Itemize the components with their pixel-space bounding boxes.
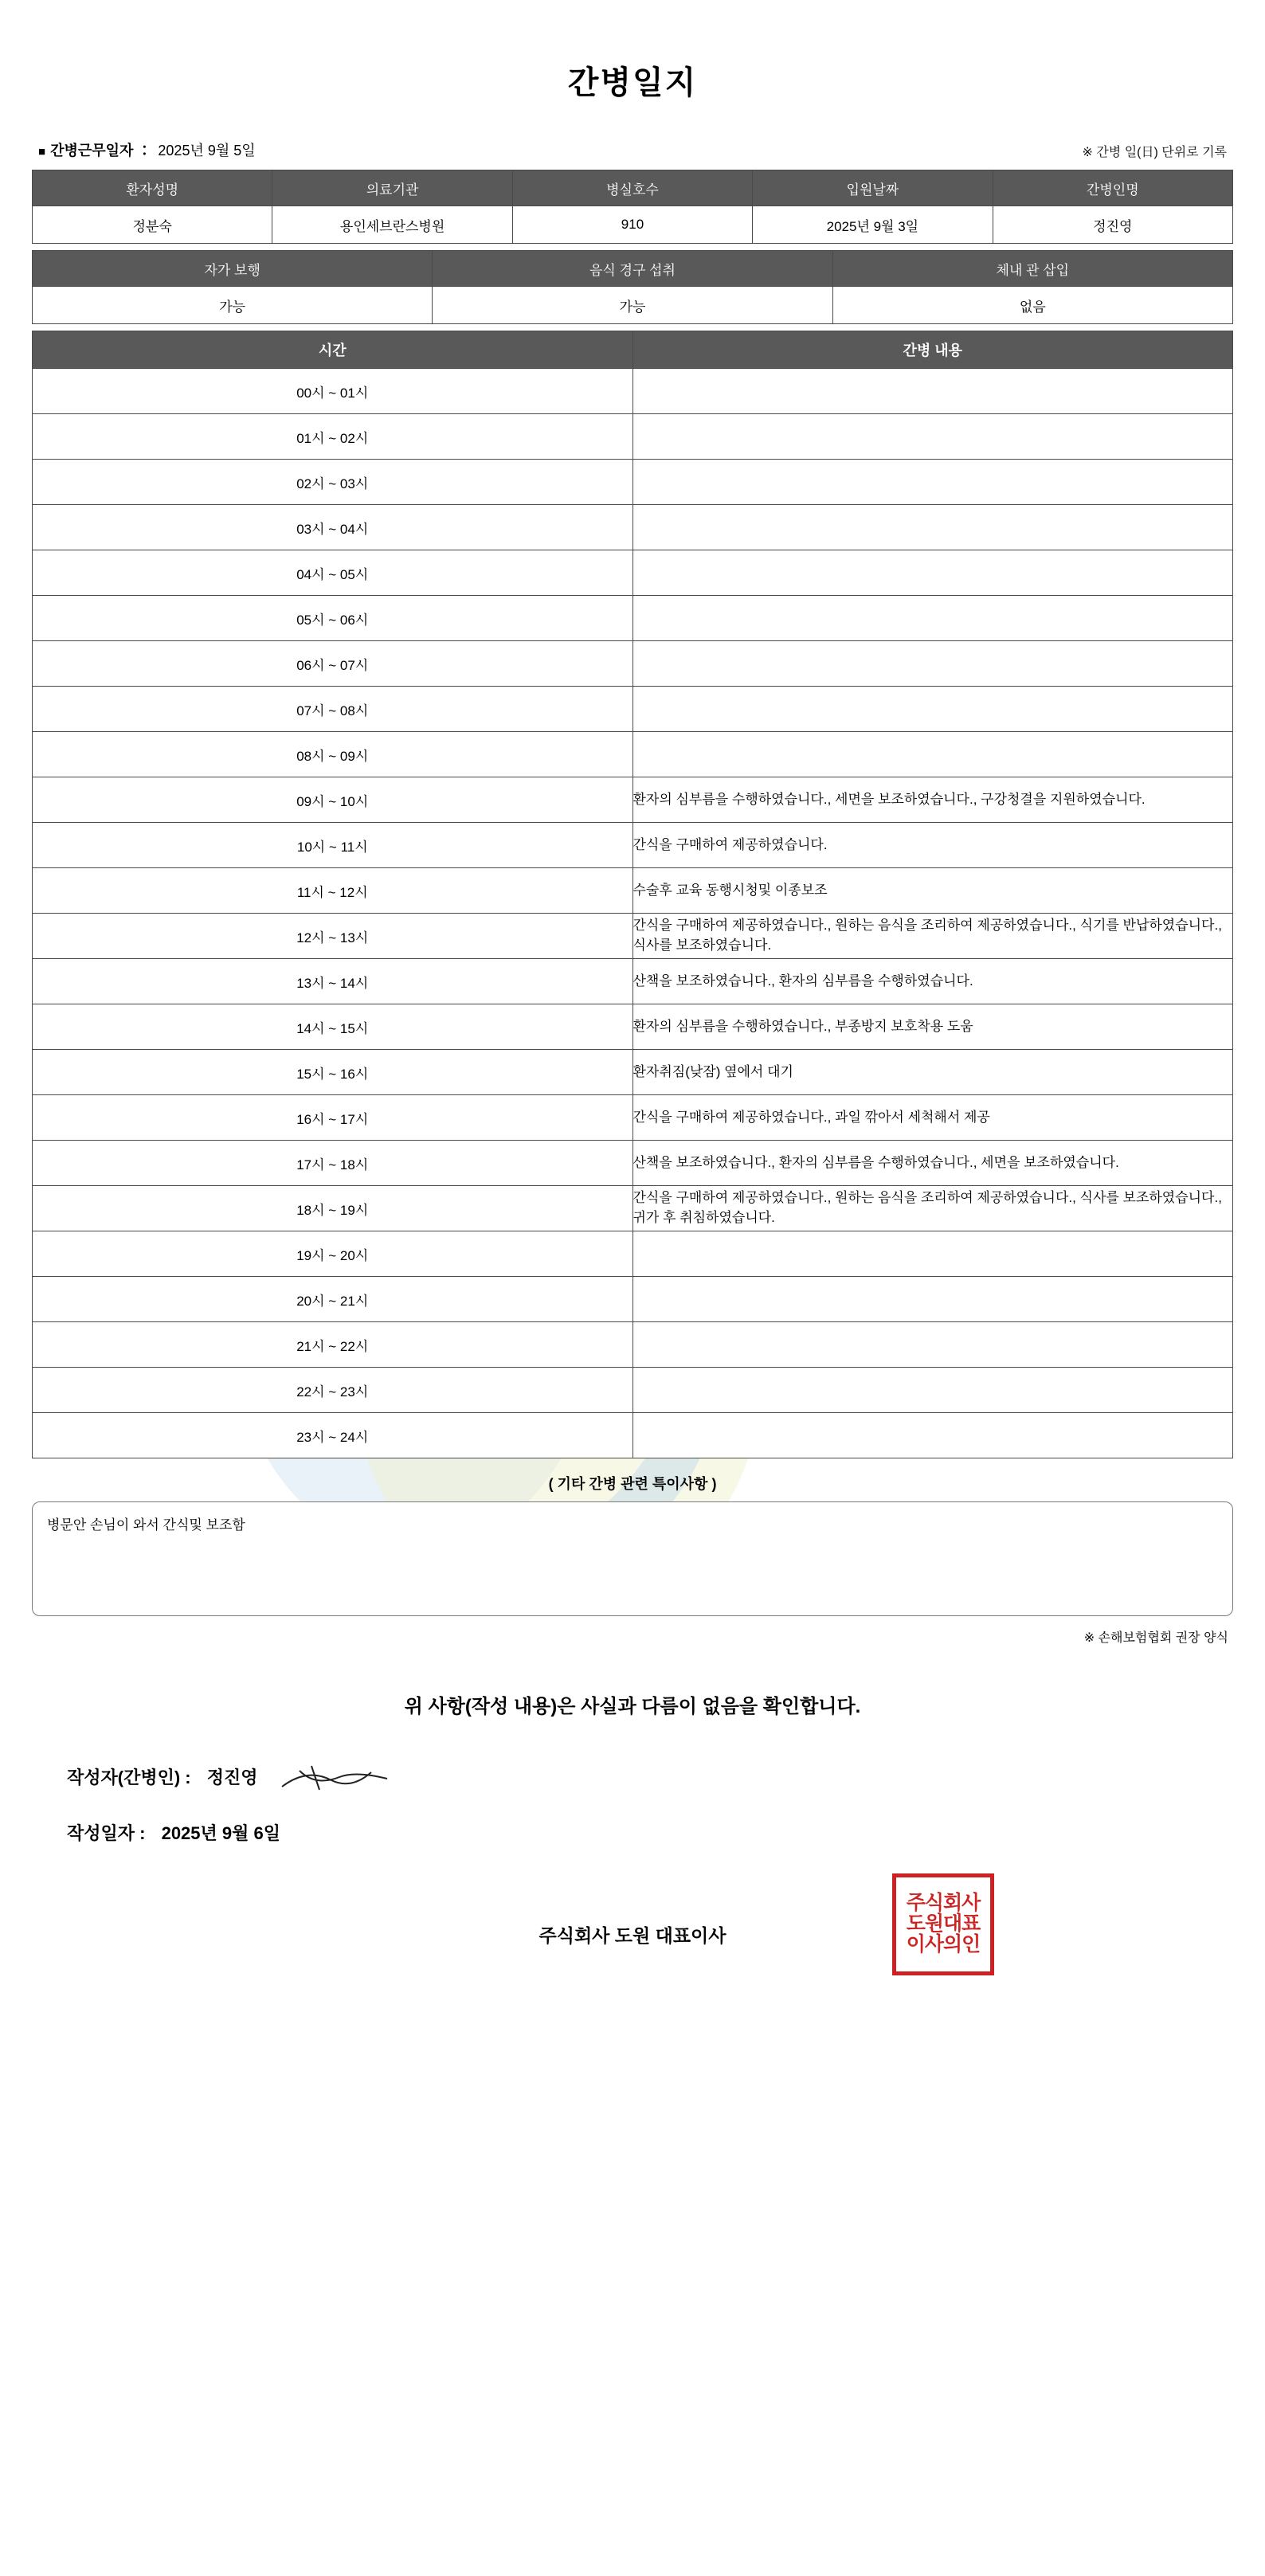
time-label: 20시 ~ 21시 [33,1277,633,1322]
time-label: 18시 ~ 19시 [33,1186,633,1231]
writer-value: 정진영 [206,1767,258,1787]
time-label: 00시 ~ 01시 [33,369,633,414]
care-note[interactable] [632,1231,1233,1277]
col-patient-name: 환자성명 [33,170,272,206]
time-label: 03시 ~ 04시 [33,505,633,550]
care-note[interactable] [632,1277,1233,1322]
table-row [33,505,1233,550]
table-row [33,1004,1233,1050]
value-room-number: 910 [512,206,752,244]
remark-title: ( 기타 간병 관련 특이사항 ) [548,1476,717,1492]
care-note[interactable] [632,1322,1233,1368]
time-label: 15시 ~ 16시 [33,1050,633,1095]
work-date-value: 2025년 9월 5일 [158,143,256,159]
time-label: 04시 ~ 05시 [33,550,633,596]
care-note[interactable]: 간식을 구매하여 제공하였습니다. [632,823,1233,868]
table-row [33,868,1233,914]
time-label: 08시 ~ 09시 [33,732,633,777]
table-row [33,914,1233,959]
writer-label: 작성자(간병인) : [67,1767,191,1787]
table-row-header [33,331,1233,369]
care-note[interactable] [632,369,1233,414]
time-label: 06시 ~ 07시 [33,641,633,687]
work-date-label: 간병근무일자 ： [50,143,152,159]
table-row [33,550,1233,596]
table-row [33,641,1233,687]
time-label: 19시 ~ 20시 [33,1231,633,1277]
company-stamp-icon [892,1873,994,1975]
stamp-line-3: 이사의인 [906,1934,981,1956]
write-date-line [32,1807,1233,1858]
table-row [33,1322,1233,1368]
table-row [33,414,1233,460]
care-note[interactable] [632,1413,1233,1458]
time-label: 17시 ~ 18시 [33,1141,633,1186]
time-label: 16시 ~ 17시 [33,1095,633,1141]
time-label: 14시 ~ 15시 [33,1004,633,1050]
time-label: 07시 ~ 08시 [33,687,633,732]
time-label: 21시 ~ 22시 [33,1322,633,1368]
table-row [33,1368,1233,1413]
table-row [33,959,1233,1004]
table-row [33,823,1233,868]
care-note[interactable]: 환자의 심부름을 수행하였습니다., 세면을 보조하였습니다., 구강청결을 지원하였습니다. [632,777,1233,823]
care-note[interactable] [632,596,1233,641]
table-row [33,732,1233,777]
care-log-body [33,331,1233,1458]
col-hospital: 의료기관 [272,170,512,206]
meta-row [32,139,1233,170]
table-row [33,1050,1233,1095]
time-label: 01시 ~ 02시 [33,414,633,460]
col-care-content: 간병 내용 [632,331,1233,369]
care-note[interactable] [632,732,1233,777]
care-note[interactable]: 간식을 구매하여 제공하였습니다., 과일 깎아서 세척해서 제공 [632,1095,1233,1141]
write-date-label: 작성일자 : [67,1823,146,1843]
association-note: ※ 손해보험협회 권장 양식 [1083,1631,1228,1645]
table-row [33,1186,1233,1231]
confirmation-statement: 위 사항(작성 내용)은 사실과 다름이 없음을 확인합니다. [404,1696,861,1717]
remark-box[interactable]: 병문안 손님이 와서 간식및 보조함 [32,1501,1233,1616]
table-row [33,596,1233,641]
care-note[interactable] [632,460,1233,505]
care-note[interactable] [632,550,1233,596]
care-note[interactable] [632,641,1233,687]
care-log-table [32,331,1233,1458]
value-hospital: 용인세브란스병원 [272,206,512,244]
value-tube-insertion: 없음 [832,287,1232,324]
time-label: 05시 ~ 06시 [33,596,633,641]
condition-table [32,250,1233,324]
table-row [33,1095,1233,1141]
col-oral-intake: 음식 경구 섭취 [433,251,832,287]
table-row [33,687,1233,732]
care-note[interactable] [632,505,1233,550]
time-label: 12시 ~ 13시 [33,914,633,959]
care-note[interactable]: 환자취짐(낮잠) 옆에서 대기 [632,1050,1233,1095]
table-row-header [33,170,1233,206]
care-note[interactable] [632,1368,1233,1413]
patient-info-table [32,170,1233,244]
time-label: 23시 ~ 24시 [33,1413,633,1458]
write-date-value: 2025년 9월 6일 [161,1823,280,1843]
unit-note: ※ 간병 일(日) 단위로 기록 [1082,146,1227,159]
care-note[interactable]: 수술후 교육 동행시청및 이종보조 [632,868,1233,914]
care-note[interactable] [632,414,1233,460]
col-caregiver-name: 간병인명 [993,170,1232,206]
care-note[interactable]: 환자의 심부름을 수행하였습니다., 부종방지 보호착용 도움 [632,1004,1233,1050]
value-self-walking: 가능 [33,287,433,324]
col-admission-date: 입원날짜 [753,170,993,206]
stamp-line-2: 도원대표 [906,1912,981,1935]
work-date [38,139,256,160]
table-row [33,460,1233,505]
bullet-square-icon: ■ [38,145,46,159]
care-note[interactable]: 간식을 구매하여 제공하였습니다., 원하는 음식을 조리하여 제공하였습니다., 식기를 반납하였습니다., 식사를 보조하였습니다. [632,914,1233,959]
time-label: 22시 ~ 23시 [33,1368,633,1413]
company-name: 주식회사 도원 대표이사 [539,1925,726,1946]
value-patient-name: 정분숙 [33,206,272,244]
time-label: 13시 ~ 14시 [33,959,633,1004]
table-row-header [33,251,1233,287]
value-caregiver-name: 정진영 [993,206,1232,244]
col-self-walking: 자가 보행 [33,251,433,287]
care-note[interactable]: 산책을 보조하였습니다., 환자의 심부름을 수행하였습니다. [632,959,1233,1004]
stamp-line-1: 주식회사 [906,1892,981,1914]
page-title: 간병일지 [567,65,698,100]
time-label: 11시 ~ 12시 [33,868,633,914]
time-label: 02시 ~ 03시 [33,460,633,505]
table-row [33,1277,1233,1322]
table-row [33,1231,1233,1277]
col-room-number: 병실호수 [512,170,752,206]
care-note[interactable]: 산책을 보조하였습니다., 환자의 심부름을 수행하였습니다., 세면을 보조하였습니다. [632,1141,1233,1186]
col-tube-insertion: 체내 관 삽입 [832,251,1232,287]
company-line [32,1858,1233,1995]
table-row [33,1413,1233,1458]
time-label: 10시 ~ 11시 [33,823,633,868]
care-note[interactable] [632,687,1233,732]
table-row [33,777,1233,823]
table-row [33,287,1233,324]
writer-line [32,1750,1233,1807]
col-time: 시간 [33,331,633,369]
table-row [33,1141,1233,1186]
signature-icon [276,1763,395,1795]
care-note[interactable]: 간식을 구매하여 제공하였습니다., 원하는 음식을 조리하여 제공하였습니다., 식사를 보조하였습니다., 귀가 후 취침하였습니다. [632,1186,1233,1231]
value-oral-intake: 가능 [433,287,832,324]
table-row [33,206,1233,244]
time-label: 09시 ~ 10시 [33,777,633,823]
value-admission-date: 2025년 9월 3일 [753,206,993,244]
table-row [33,369,1233,414]
